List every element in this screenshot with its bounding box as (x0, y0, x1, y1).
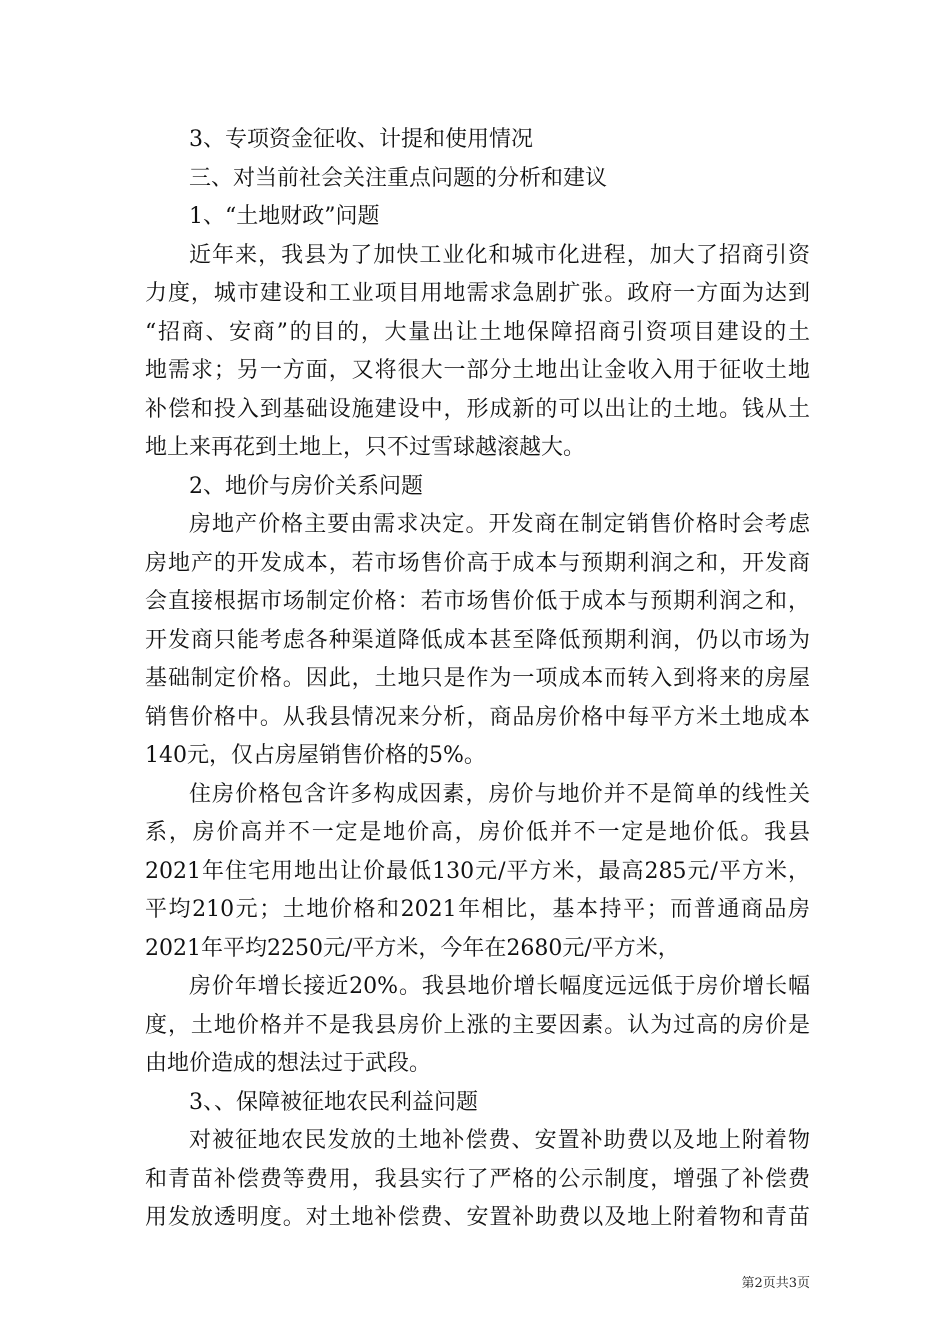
text-line: 由地价造成的想法过于武段。 (145, 1051, 432, 1076)
text-line: 补偿和投入到基础设施建设中，形成新的可以出让的土地。钱从土 (145, 396, 810, 422)
text-line: 140元，仅占房屋销售价格的5%。 (145, 743, 486, 768)
text-line: 房价年增长接近20%。我县地价增长幅度远远低于房价增长幅 (189, 974, 810, 999)
text-line: 销售价格中。从我县情况来分析，商品房价格中每平方米土地成本 (145, 704, 810, 730)
text-line: 基础制定价格。因此，土地只是作为一项成本而转入到将来的房屋 (145, 666, 810, 691)
text-line: 地上来再花到土地上，只不过雪球越滚越大。 (145, 435, 586, 460)
text-line: 3、专项资金征收、计提和使用情况 (189, 127, 533, 152)
text-line: 房地产的开发成本，若市场售价高于成本与预期利润之和，开发商 (145, 550, 810, 576)
text-line: 3、、保障被征地农民利益问题 (189, 1089, 478, 1115)
text-line: 1、“土地财政”问题 (189, 204, 380, 229)
text-line: 2021年住宅用地出让价最低130元/平方米，最高285元/平方米， (145, 858, 810, 884)
text-line: 会直接根据市场制定价格：若市场售价低于成本与预期利润之和， (145, 589, 810, 614)
text-line: 系，房价高并不一定是地价高，房价低并不一定是地价低。我县 (145, 820, 810, 845)
text-line: 度，土地价格并不是我县房价上涨的主要因素。认为过高的房价是 (145, 1012, 810, 1038)
text-line: 房地产价格主要由需求决定。开发商在制定销售价格时会考虑 (189, 512, 810, 537)
text-line: “招商、安商”的目的，大量出让土地保障招商引资项目建设的土 (145, 319, 810, 345)
text-line: 近年来，我县为了加快工业化和城市化进程，加大了招商引资 (189, 242, 810, 268)
text-line: 2、地价与房价关系问题 (189, 473, 423, 499)
text-line: 住房价格包含许多构成因素，房价与地价并不是简单的线性关 (189, 781, 810, 807)
text-line: 用发放透明度。对土地补偿费、安置补助费以及地上附着物和青苗 (145, 1205, 810, 1230)
text-line: 力度，城市建设和工业项目用地需求急剧扩张。政府一方面为达到 (145, 281, 810, 306)
text-line: 2021年平均2250元/平方米，今年在2680元/平方米， (145, 935, 680, 961)
page-number: 第2页共3页 (741, 1276, 810, 1291)
text-line: 地需求；另一方面，又将很大一部分土地出让金收入用于征收土地 (145, 358, 810, 383)
text-line: 和青苗补偿费等费用，我县实行了严格的公示制度，增强了补偿费 (145, 1166, 810, 1192)
text-line: 三、对当前社会关注重点问题的分析和建议 (189, 165, 608, 191)
text-line: 对被征地农民发放的土地补偿费、安置补助费以及地上附着物 (189, 1128, 810, 1153)
text-line: 平均210元；土地价格和2021年相比，基本持平；而普通商品房 (145, 897, 810, 922)
text-line: 开发商只能考虑各种渠道降低成本甚至降低预期利润，仍以市场为 (145, 627, 810, 653)
document-body (145, 121, 810, 1238)
